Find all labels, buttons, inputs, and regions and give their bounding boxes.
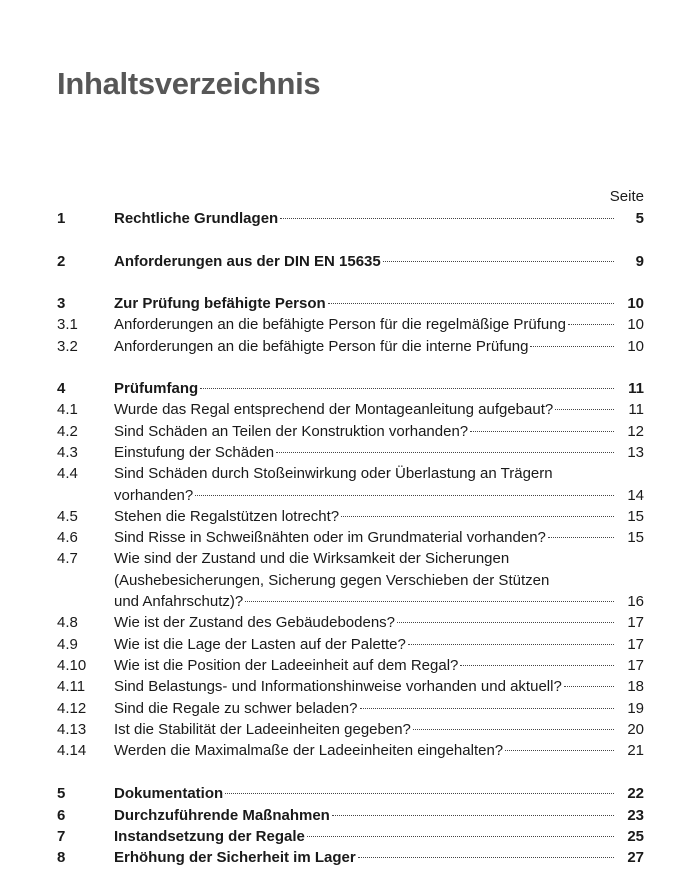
toc-entry-page: 17 (627, 636, 644, 653)
toc-entry[interactable] (57, 527, 644, 548)
toc-entry-number: 1 (57, 210, 66, 227)
toc-entry-title: Wurde das Regal entsprechend der Montageanleitung aufgebaut? (114, 401, 554, 418)
toc-entry-title-row (114, 847, 614, 868)
dot-leader (408, 644, 614, 645)
toc-entry-page: 13 (627, 444, 644, 461)
toc-entry-title: Werden die Maximalmaße der Ladeeinheiten eingehalten? (114, 742, 504, 759)
toc-entry-page: 21 (627, 742, 644, 759)
toc-entry-number: 3 (57, 295, 66, 312)
toc-entry[interactable] (57, 740, 644, 761)
toc-entry-number: 4.1 (57, 401, 78, 418)
page-column-header: Seite (609, 188, 644, 205)
toc-entry[interactable] (57, 634, 644, 655)
toc-entry[interactable] (57, 591, 644, 612)
toc-entry-page: 14 (627, 487, 644, 504)
toc-entry[interactable] (57, 805, 644, 826)
toc-entry[interactable] (57, 612, 644, 633)
toc-entry-title-row (114, 314, 614, 335)
toc-entry-title: Durchzuführende Maßnahmen (114, 807, 330, 824)
dot-leader (530, 346, 614, 347)
toc-entry-number: 4.4 (57, 465, 78, 482)
toc-entry-page: 10 (627, 338, 644, 355)
toc-entry-page: 27 (627, 849, 644, 866)
toc-entry-number: 4.5 (57, 508, 78, 525)
toc-entry-page: 12 (627, 423, 644, 440)
dot-leader (307, 836, 614, 837)
toc-entry[interactable] (57, 378, 644, 399)
toc-entry[interactable] (57, 421, 644, 442)
dot-leader (195, 495, 614, 496)
toc-entry-title: Wie ist der Zustand des Gebäudebodens? (114, 614, 396, 631)
dot-leader (245, 601, 614, 602)
toc-entry[interactable] (57, 719, 644, 740)
toc-entry[interactable] (57, 463, 644, 484)
toc-entry-page: 25 (627, 828, 644, 845)
toc-entry[interactable] (57, 783, 644, 804)
toc-entry-number: 2 (57, 253, 66, 270)
toc-entry-page: 23 (627, 807, 644, 824)
toc-entry-page: 18 (627, 678, 644, 695)
toc-entry[interactable] (57, 336, 644, 357)
dot-leader (276, 452, 614, 453)
toc-entry[interactable] (57, 655, 644, 676)
toc-entry-page: 20 (627, 721, 644, 738)
toc-entry-title-row (114, 442, 614, 463)
toc-entry-title-row (114, 485, 614, 506)
toc-entry-page: 17 (627, 614, 644, 631)
toc-entry-title: Wie ist die Position der Ladeeinheit auf dem Regal? (114, 657, 459, 674)
dot-leader (470, 431, 614, 432)
toc-entry-title: vorhanden? (114, 487, 194, 504)
toc-entry-number: 4.10 (57, 657, 87, 674)
toc-entry-title-row (114, 506, 614, 527)
toc-entry-title-row (114, 676, 614, 697)
toc-entry-number: 4.12 (57, 700, 87, 717)
toc-entry[interactable] (57, 548, 644, 569)
toc-entry-title: Dokumentation (114, 785, 224, 802)
toc-entry-number: 8 (57, 849, 66, 866)
toc-entry-number: 4.8 (57, 614, 78, 631)
page-title: Inhaltsverzeichnis (57, 66, 321, 101)
toc-entry-title: Prüfumfang (114, 380, 199, 397)
dot-leader (505, 750, 614, 751)
toc-entry-number: 4 (57, 380, 66, 397)
toc-entry[interactable] (57, 698, 644, 719)
toc-entry[interactable] (57, 485, 644, 506)
toc-entry-title: Zur Prüfung befähigte Person (114, 295, 326, 312)
dot-leader (413, 729, 614, 730)
toc-entry-number: 3.2 (57, 338, 78, 355)
dot-leader (568, 324, 614, 325)
toc-entry-title: Instandsetzung der Regale (114, 828, 305, 845)
toc-entry-title: Wie ist die Lage der Lasten auf der Palette? (114, 636, 406, 653)
toc-entry-number: 3.1 (57, 316, 78, 333)
toc-entry-page: 9 (635, 253, 644, 270)
toc-entry-title-row (114, 399, 614, 420)
toc-entry[interactable] (57, 399, 644, 420)
toc-entry[interactable] (57, 676, 644, 697)
toc-entry-page: 16 (627, 593, 644, 610)
toc-entry[interactable] (57, 826, 644, 847)
toc-entry-title: Einstufung der Schäden (114, 444, 275, 461)
dot-leader (460, 665, 614, 666)
toc-entry-title: Wie sind der Zustand und die Wirksamkeit der Sicherungen (114, 550, 510, 567)
toc-entry[interactable] (57, 208, 644, 229)
toc-entry-title-row (114, 783, 614, 804)
toc-entry-number: 4.2 (57, 423, 78, 440)
toc-entry-title: Anforderungen an die befähigte Person für die regelmäßige Prüfung (114, 316, 566, 333)
toc-entry-page: 15 (627, 529, 644, 546)
toc-entry-number: 5 (57, 785, 66, 802)
toc-entry-number: 7 (57, 828, 66, 845)
toc-entry-title: Ist die Stabilität der Ladeeinheiten gegeben? (114, 721, 411, 738)
toc-entry-title-row (114, 740, 614, 761)
dot-leader (555, 409, 614, 410)
dot-leader (564, 686, 614, 687)
toc-entry[interactable] (57, 847, 644, 868)
toc-entry-title-row (114, 421, 614, 442)
toc-entry-title-row (114, 378, 614, 399)
toc-entry-title: Rechtliche Grundlagen (114, 210, 279, 227)
toc-entry-title: und Anfahrschutz)? (114, 593, 244, 610)
toc-entry-title: Sind Schäden an Teilen der Konstruktion vorhanden? (114, 423, 469, 440)
toc-entry-page: 19 (627, 700, 644, 717)
dot-leader (328, 303, 614, 304)
toc-entry-page: 10 (627, 295, 644, 312)
toc-entry-title: Stehen die Regalstützen lotrecht? (114, 508, 340, 525)
dot-leader (280, 218, 614, 219)
toc-entry-title: Anforderungen an die befähigte Person für die interne Prüfung (114, 338, 529, 355)
dot-leader (332, 815, 614, 816)
toc-entry-title-row (114, 805, 614, 826)
toc-entry-title: Sind Risse in Schweißnähten oder im Grundmaterial vorhanden? (114, 529, 546, 546)
toc-entry-title-row (114, 251, 614, 272)
toc-entry[interactable] (57, 251, 644, 272)
toc-entry-number: 4.7 (57, 550, 78, 567)
toc-entry-number: 6 (57, 807, 66, 824)
toc-entry-title: Erhöhung der Sicherheit im Lager (114, 849, 356, 866)
toc-entry-title-row (114, 612, 614, 633)
dot-leader (341, 516, 614, 517)
dot-leader (358, 857, 614, 858)
toc-entry[interactable] (57, 442, 644, 463)
toc-entry-title-row (114, 336, 614, 357)
toc-entry-page: 5 (635, 210, 644, 227)
toc-entry-title-row (114, 698, 614, 719)
dot-leader (397, 622, 614, 623)
dot-leader (548, 537, 614, 538)
toc-entry[interactable] (57, 570, 644, 591)
dot-leader (383, 261, 614, 262)
toc-entry-title: Sind Belastungs- und Informationshinweise vorhanden und aktuell? (114, 678, 562, 695)
toc-entry-number: 4.3 (57, 444, 78, 461)
toc-entry-page: 22 (627, 785, 644, 802)
toc-entry-title-row (114, 826, 614, 847)
toc-entry-title-row (114, 527, 614, 548)
toc-entry-page: 17 (627, 657, 644, 674)
toc-entry-number: 4.6 (57, 529, 78, 546)
toc-entry-title-row (114, 634, 614, 655)
dot-leader (200, 388, 614, 389)
toc-entry-number: 4.13 (57, 721, 87, 738)
toc-entry-number: 4.11 (57, 678, 86, 695)
dot-leader (360, 708, 615, 709)
toc-entry-title-row (114, 208, 614, 229)
toc-entry-number: 4.9 (57, 636, 78, 653)
toc-entry-page: 11 (628, 401, 644, 418)
toc-entry-title: (Aushebesicherungen, Sicherung gegen Verschieben der Stützen (114, 572, 550, 589)
toc-entry-title: Anforderungen aus der DIN EN 15635 (114, 253, 381, 270)
toc-entry[interactable] (57, 506, 644, 527)
toc-entry-title: Sind Schäden durch Stoßeinwirkung oder Überlastung an Trägern (114, 465, 553, 482)
toc-entry-title-row (114, 591, 614, 612)
toc-entry-page: 11 (628, 380, 644, 397)
toc-entry-title-row (114, 293, 614, 314)
toc-entry-page: 15 (627, 508, 644, 525)
toc-entry-title-row (114, 655, 614, 676)
toc-entry-title-row (114, 719, 614, 740)
toc-entry-number: 4.14 (57, 742, 87, 759)
toc-entry[interactable] (57, 314, 644, 335)
toc-entry[interactable] (57, 293, 644, 314)
dot-leader (225, 793, 614, 794)
toc-entry-title: Sind die Regale zu schwer beladen? (114, 700, 358, 717)
toc-entry-page: 10 (627, 316, 644, 333)
